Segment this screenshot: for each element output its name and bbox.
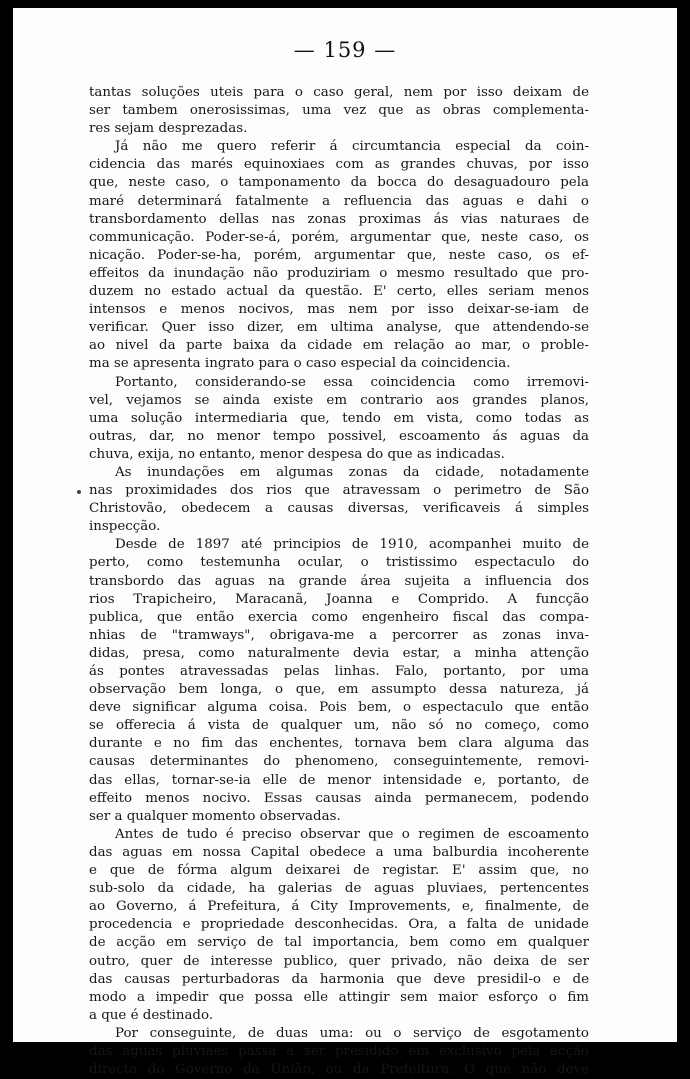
- text-line: vel, vejamos se ainda existe em contrario aos grandes planos,: [89, 392, 589, 408]
- paragraph: [89, 374, 589, 464]
- text-line: durante e no fim das enchentes, tornava bem clara alguma das: [89, 736, 589, 752]
- paragraph: [89, 826, 589, 1025]
- text-line: perto, como testemunha ocular, o tristissimo espectaculo do: [89, 555, 589, 571]
- text-line: que, neste caso, o tamponamento da bocca do desaguadouro pela: [89, 175, 589, 191]
- paragraph: [89, 84, 589, 138]
- text-line: rios Trapicheiro, Maracanã, Joanna e Comprido. A funcção: [89, 591, 589, 607]
- text-line: das ellas, tornar-se-ia elle de menor intensidade e, portanto, de: [89, 772, 589, 788]
- document-page: [13, 8, 677, 1078]
- text-line: ser tambem onerosissimas, uma vez que as obras complementa-: [89, 103, 589, 119]
- text-line: Por conseguinte, de duas uma: ou o serviço de esgotamento: [115, 1025, 589, 1041]
- page-number: — 159 —: [293, 38, 397, 62]
- text-line: a que é destinado.: [89, 1007, 214, 1023]
- text-line: chuva, exija, no entanto, menor despesa do que as indicadas.: [89, 446, 505, 462]
- paragraph: [89, 536, 589, 826]
- text-line: ao Governo, á Prefeitura, á City Improvements, e, finalmente, de: [89, 899, 589, 915]
- text-line: das causas perturbadoras da harmonia que deve presidil-o e de: [89, 971, 589, 987]
- text-line: effeitos da inundação não produziriam o mesmo resultado que pro-: [89, 265, 589, 281]
- text-line: de acção em serviço de tal importancia, bem como em qualquer: [89, 935, 589, 951]
- text-line: tantas soluções uteis para o caso geral, nem por isso deixam de: [89, 85, 589, 100]
- text-line: uma solução intermediaria que, tendo em vista, como todas as: [89, 410, 589, 426]
- text-line: didas, presa, como naturalmente devia estar, a minha attenção: [89, 645, 589, 661]
- text-line: inspecção.: [89, 519, 161, 535]
- text-line: communicação. Poder-se-á, porém, argumentar que, neste caso, os: [89, 229, 589, 245]
- text-line: Christovão, obedecem a causas diversas, verificaveis á simples: [89, 501, 589, 517]
- text-line: maré determinará fatalmente a refluencia das aguas e dahi o: [89, 193, 589, 209]
- paragraph: [89, 464, 589, 536]
- text-line: duzem no estado actual da questão. E' certo, elles seriam menos: [89, 284, 589, 300]
- text-line: intensos e menos nocivos, mas nem por isso deixar-se-iam de: [89, 302, 589, 318]
- body-text: [89, 84, 589, 1079]
- text-line: das aguas em nossa Capital obedece a uma balburdia incoherente: [89, 844, 589, 860]
- text-line: das aguas pluviaes passa a ser presidido em exclusivo pela acção: [89, 1043, 589, 1059]
- text-line: ma se apresenta ingrato para o caso especial da coincidencia.: [89, 356, 511, 372]
- text-line: transbordo das aguas na grande área sujeita a influencia dos: [89, 573, 589, 589]
- text-line: res sejam desprezadas.: [89, 121, 248, 137]
- text-line: modo a impedir que possa elle attingir sem maior esforço o fim: [89, 989, 589, 1005]
- text-line: Já não me quero referir á circumtancia especial da coin-: [115, 139, 589, 155]
- text-line: publica, que então exercia como engenheiro fiscal das compa-: [89, 609, 589, 625]
- text-line: ás pontes atravessadas pelas linhas. Falo, portanto, por uma: [89, 664, 589, 679]
- text-line: Desde de 1897 até principios de 1910, acompanhei muito de: [115, 537, 589, 553]
- text-line: e que de fórma algum deixarei de registar. E' assim que, no: [89, 863, 589, 879]
- text-line: Portanto, considerando-se essa coincidencia como irremovi-: [115, 374, 589, 390]
- text-line: deve significar alguma coisa. Pois bem, o espectaculo que então: [89, 700, 589, 716]
- text-line: nicação. Poder-se-ha, porém, argumentar que, neste caso, os ef-: [89, 247, 589, 263]
- text-line: ser a qualquer momento observadas.: [89, 808, 341, 824]
- text-line: Antes de tudo é preciso observar que o regimen de escoamento: [115, 826, 589, 842]
- paragraph: [89, 1025, 589, 1079]
- text-line: outro, quer de interesse publico, quer privado, não deixa de ser: [89, 953, 589, 969]
- text-line: se offerecia á vista de qualquer um, não só no começo, como: [89, 718, 589, 734]
- text-line: sub-solo da cidade, ha galerias de aguas pluviaes, pertencentes: [89, 881, 589, 897]
- text-line: observação bem longa, o que, em assumpto dessa natureza, já: [89, 682, 589, 698]
- text-line: outras, dar, no menor tempo possivel, escoamento ás aguas da: [89, 428, 589, 444]
- text-line: As inundações em algumas zonas da cidade, notadamente: [115, 464, 589, 480]
- text-line: nhias de "tramways", obrigava-me a percorrer as zonas inva-: [89, 627, 589, 643]
- text-line: nas proximidades dos rios que atravessam o perimetro de São: [89, 483, 589, 499]
- paragraph: [89, 138, 589, 373]
- text-line: transbordamento dellas nas zonas proximas ás vias naturaes de: [89, 211, 589, 227]
- text-line: procedencia e propriedade desconhecidas. Ora, a falta de unidade: [89, 917, 589, 933]
- text-line: effeito menos nocivo. Essas causas ainda permanecem, podendo: [89, 790, 589, 806]
- text-line: causas determinantes do phenomeno, conseguintemente, removi-: [89, 754, 589, 770]
- text-line: cidencia das marés equinoxiaes com as grandes chuvas, por isso: [89, 157, 589, 173]
- text-line: verificar. Quer isso dizer, em ultima analyse, que attendendo-se: [89, 320, 589, 336]
- print-speck: [77, 490, 81, 494]
- text-line: ao nivel da parte baixa da cidade em relação ao mar, o proble-: [89, 338, 589, 354]
- text-line: directa do Governo da União, ou da Prefeitura. O que não deve: [89, 1062, 589, 1078]
